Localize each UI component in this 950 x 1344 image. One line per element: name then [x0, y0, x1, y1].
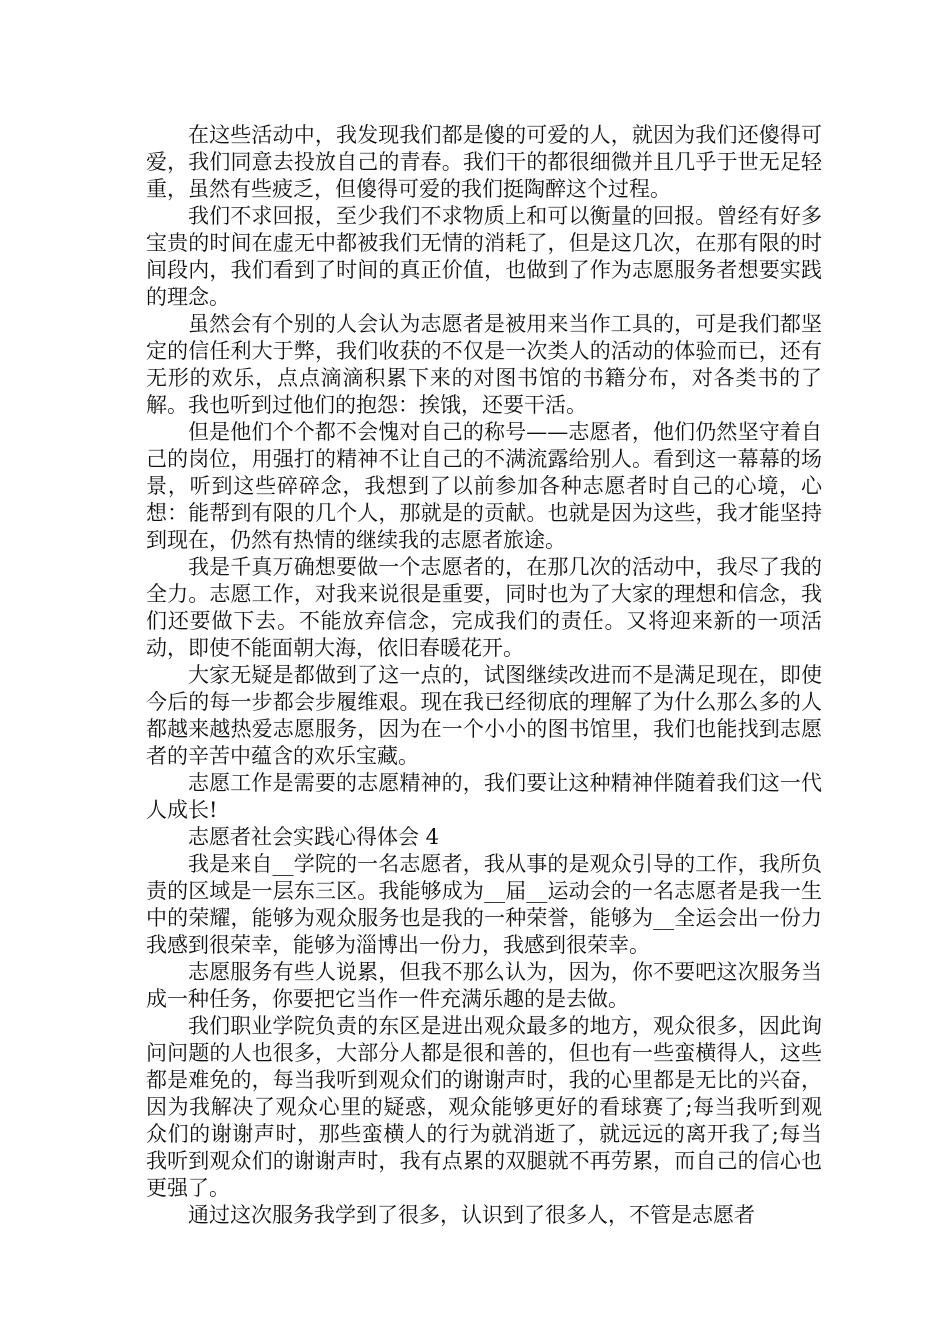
paragraph: 大家无疑是都做到了这一点的，试图继续改进而不是满足现在，即使今后的每一步都会步履维艰。现在我已经彻底的理解了为什么那么多的人都越来越热爱志愿服务，因为在一个小小的图书馆里，我们也能找到志愿者的辛苦中蕴含的欢乐宝藏。: [146, 663, 822, 768]
paragraph: 虽然会有个别的人会认为志愿者是被用来当作工具的，可是我们都坚定的信任利大于弊，我们收获的不仅是一次类人的活动的体验而已，还有无形的欢乐，点点滴滴积累下来的对图书馆的书籍分布，对各类书的了解。我也听到过他们的抱怨：挨饿，还要干活。: [146, 312, 822, 417]
paragraph: 我是千真万确想要做一个志愿者的，在那几次的活动中，我尽了我的全力。志愿工作，对我来说很是重要，同时也为了大家的理想和信念，我们还要做下去。不能放弃信念，完成我们的责任。又将迎来新的一项活动，即使不能面朝大海，依旧春暖花开。: [146, 555, 822, 660]
paragraph: 志愿工作是需要的志愿精神的，我们要让这种精神伴随着我们这一代人成长!: [146, 771, 822, 822]
paragraph: 我是来自__学院的一名志愿者，我从事的是观众引导的工作，我所负责的区域是一层东三区。我能够成为__届__运动会的一名志愿者是我一生中的荣耀，能够为观众服务也是我的一种荣誉，能够为__全运会出一份力我感到很荣幸，能够为淄博出一份力，我感到很荣幸。: [146, 852, 822, 957]
paragraph: 通过这次服务我学到了很多，认识到了很多人，不管是志愿者: [188, 1203, 755, 1227]
paragraph: 我们职业学院负责的东区是进出观众最多的地方，观众很多，因此询问问题的人也很多，大部分人都是很和善的，但也有一些蛮横得人，这些都是难免的，每当我听到观众们的谢谢声时，我的心里都是无比的兴奋，因为我解决了观众心里的疑惑，观众能够更好的看球赛了;每当我听到观众们的谢谢声时，那些蛮横人的行为就消逝了，就远远的离开我了;每当我听到观众们的谢谢声时，我有点累的双腿就不再劳累，而自己的信心也更强了。: [146, 1014, 822, 1200]
paragraph: 志愿服务有些人说累，但我不那么认为，因为，你不要吧这次服务当成一种任务，你要把它当作一件充满乐趣的是去做。: [146, 960, 822, 1011]
paragraph: 我们不求回报，至少我们不求物质上和可以衡量的回报。曾经有好多宝贵的时间在虚无中都被我们无情的消耗了，但是这几次，在那有限的时间段内，我们看到了时间的真正价值，也做到了作为志愿服务者想要实践的理念。: [146, 204, 822, 309]
paragraph: 在这些活动中，我发现我们都是傻的可爱的人，就因为我们还傻得可爱，我们同意去投放自己的青春。我们干的都很细微并且几乎于世无足轻重，虽然有些疲乏，但傻得可爱的我们挺陶醉这个过程。: [146, 123, 822, 201]
paragraph: 但是他们个个都不会愧对自己的称号——志愿者，他们仍然坚守着自己的岗位，用强打的精神不让自己的不满流露给别人。看到这一幕幕的场景，听到这些碎碎念，我想到了以前参加各种志愿者时自己的心境，心想：能帮到有限的几个人，那就是的贡献。也就是因为这些，我才能坚持到现在，仍然有热情的继续我的志愿者旅途。: [146, 420, 822, 552]
document-page: [146, 122, 822, 1229]
section-heading: 志愿者社会实践心得体会 4: [188, 825, 440, 849]
